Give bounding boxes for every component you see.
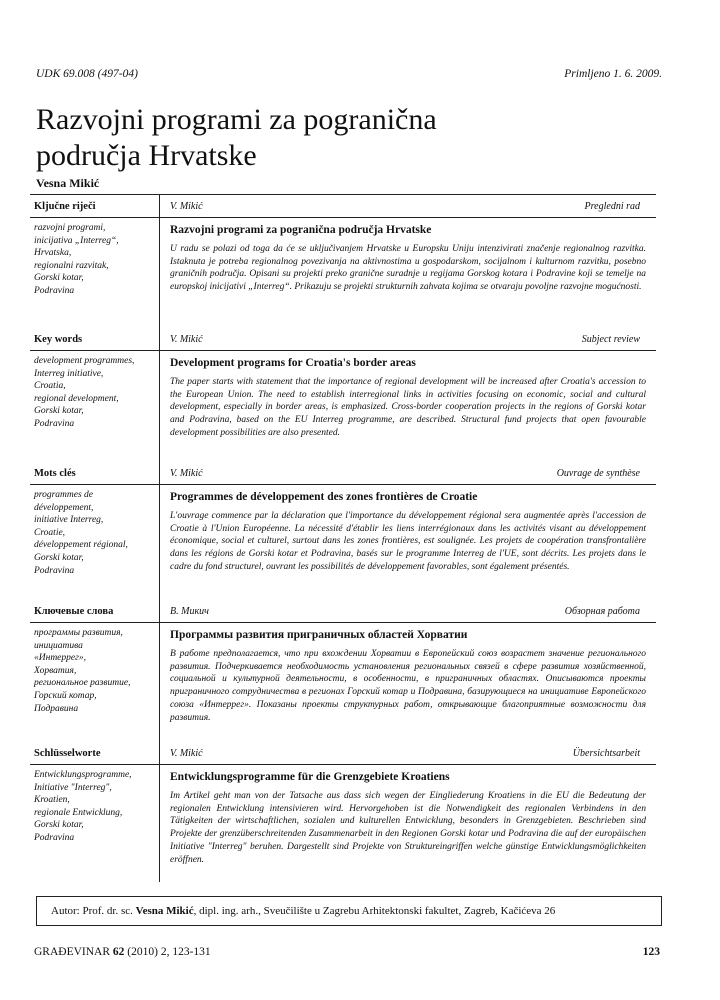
keyword: Croatie,: [34, 527, 66, 538]
section-german: [30, 742, 656, 882]
abstract-column: [160, 742, 656, 882]
keywords-list: [34, 769, 153, 845]
abstract-text: The paper starts with statement that the importance of regional development will be increased after Croatia's accession to the European Union. The need to establish interregional links in activities focusing on economic, social and cultural development, especially in border areas, is emphasized. Cross-border cooperation projects in the regions of Gorski kotar and Podravina, based on the EU Interreg programme, are described. Structural fund projects that open favourable development possibilities are also presented.: [170, 377, 646, 438]
journal-volume: 62: [112, 946, 125, 958]
keyword: Podravina: [34, 832, 75, 843]
keywords-heading: Ključne riječi: [30, 201, 159, 218]
keyword: инициатива: [34, 640, 83, 651]
keyword: inicijativa „Interreg“,: [34, 235, 119, 246]
keywords-column: [30, 600, 160, 742]
section-russian: [30, 600, 656, 742]
abstract-column: [160, 195, 656, 328]
abstract-meta: [160, 606, 656, 623]
keywords-heading: Schlüsselworte: [30, 748, 159, 765]
keywords-column: [30, 195, 160, 328]
keyword: Gorski kotar,: [34, 820, 84, 831]
abstract-text: В работе предполагается, что при вхождении Хорватии в Европейский союз возрастет значение регионального развития. Подчеркивается необходимость установления региональных связей в сфере развития хозяйственной, социальной и культурной деятельности, в особенности, в приграничных областях. Описываются проекты приграничного сотрудничества в регионах Горский котар и Подравина, базирующиеся на инициативе Европейского союза «Интеррег». Показаны проекты структурных работ, открывающие благоприятные возможности для развития.: [170, 649, 646, 723]
keyword: regionale Entwicklung,: [34, 807, 123, 818]
paper-type: Subject review: [581, 334, 640, 345]
abstract-sections: [30, 194, 656, 882]
header-meta: [36, 68, 662, 80]
received-date: Primljeno 1. 6. 2009.: [564, 68, 662, 80]
keyword: Gorski kotar,: [34, 406, 84, 417]
abstract-column: [160, 328, 656, 462]
paper-type: Ouvrage de synthèse: [556, 468, 640, 479]
keyword: Горский котар,: [34, 690, 97, 701]
keyword: Podravina: [34, 418, 75, 429]
author-name: Vesna Mikić: [36, 176, 100, 190]
keyword: développement,: [34, 502, 94, 513]
abstract-meta: [160, 468, 656, 485]
abstract-meta: [160, 334, 656, 351]
page-title: [36, 102, 556, 174]
keyword: Croatia,: [34, 381, 66, 392]
page-footer: [34, 946, 660, 958]
author-affiliation: , dipl. ing. arh., Sveučilište u Zagrebu Arhitektonski fakultet, Zagreb, Kačićeva 26: [193, 905, 556, 917]
abstract-column: [160, 600, 656, 742]
paper-type: Обзорная работа: [564, 606, 640, 617]
paper-type: Pregledni rad: [584, 201, 640, 212]
abstract-author: V. Mikić: [170, 201, 203, 212]
keywords-heading: Mots clés: [30, 468, 159, 485]
keyword: Gorski kotar,: [34, 273, 84, 284]
abstract-author: V. Mikić: [170, 468, 203, 479]
abstract-title: Programmes de développement des zones frontières de Croatie: [170, 491, 478, 503]
author-prefix: Autor: Prof. dr. sc.: [51, 905, 133, 917]
keyword: development programmes,: [34, 356, 135, 366]
keyword: Initiative "Interreg",: [34, 782, 112, 793]
abstract-text: Im Artikel geht man von der Tatsache aus dass sich wegen der Eingliederung Kroatiens in die EU die Bedeutung der regionalen Entwicklung intensivieren wird. Hervorgehoben ist die Notwendigkeit des regionalen Verbindens in den Tätigkeiten der wirtschaftlichen, sozialen und kulturellen Entwicklung, besonders in Grenzgebieten. Beschrieben sind Projekte der grenzüberschreitenden Zusammenarbeit in den Regionen Gorski kotar und Podravina die auf der europäischen Initiative "Interreg" beruhen. Dargestellt sind Projekte von Struktureingriffen welche günstige Entwicklungsmöglichkeiten eröffnen.: [170, 791, 646, 865]
keyword: Podravina: [34, 285, 75, 296]
udk-code: UDK 69.008 (497-04): [36, 68, 138, 80]
keyword: Хорватия,: [34, 665, 77, 676]
keywords-column: [30, 328, 160, 462]
abstract-column: [160, 462, 656, 600]
journal-issue: (2010) 2, 123-131: [127, 946, 211, 958]
keywords-column: [30, 742, 160, 882]
keywords-heading: Key words: [30, 334, 159, 351]
section-english: [30, 328, 656, 462]
keywords-list: [34, 489, 153, 577]
abstract-text: U radu se polazi od toga da će se uključivanjem Hrvatske u Europsku Uniju intenzivirati značenje regionalnog razvitka. Istaknuta je potreba regionalnog povezivanja na aktivnostima u gospodarskom, socijalnom i kulturnom razvitku, posebno graničnih područja. Opisani su projekti preko granične suradnje u regijama Gorskog kotara i Podravine koji se temelje na europskoj inicijativi „Interreg“. Prikazuju se projekti strukturnih zahvata kojima se otvaraju povoljne razvojne mogućnosti.: [170, 244, 646, 293]
keyword: Interreg initiative,: [34, 368, 104, 379]
keywords-list: [34, 355, 153, 431]
paper-type: Übersichtsarbeit: [572, 748, 640, 759]
abstract-text: L'ouvrage commence par la déclaration que l'importance du développement régional sera augmentée après l'accession de Croatie à l'Union Européenne. La nécessité d'établir les liens interrégionaux dans les activités visant au développement économique, social et culturel, surtout dans les zones frontières, est soulignée. Les projets de coopération transfrontalière dans les régions de Gorski kotar et Podravina, basés sur le programme Interreg de l'UE, sont décrits. Les projets dans le cadre du fond structurel, ouvrant les possibilités de développement favorables, sont également présentés.: [170, 511, 646, 572]
keyword: региональное развитие,: [34, 678, 131, 689]
keyword: initiative Interreg,: [34, 515, 104, 526]
keyword: программы развития,: [34, 628, 123, 638]
keyword: «Интеррег»,: [34, 653, 86, 664]
abstract-author: V. Mikić: [170, 748, 203, 759]
keyword: regional development,: [34, 393, 119, 404]
title-line-1: Razvojni programi za pogranična: [36, 103, 437, 136]
keyword: Hrvatska,: [34, 248, 72, 259]
abstract-author: В. Микич: [170, 606, 209, 617]
title-line-2: područja Hrvatske: [36, 139, 257, 172]
author-affiliation-box: [36, 896, 662, 926]
keyword: razvojni programi,: [34, 223, 106, 233]
page-number: 123: [642, 946, 660, 958]
keywords-list: [34, 627, 153, 715]
abstract-meta: [160, 748, 656, 765]
abstract-author: V. Mikić: [170, 334, 203, 345]
keyword: regionalni razvitak,: [34, 260, 109, 271]
keyword: Подравина: [34, 703, 79, 714]
keyword: Kroatien,: [34, 795, 70, 806]
abstract-title: Entwicklungsprogramme für die Grenzgebiete Kroatiens: [170, 771, 450, 783]
journal-citation: [34, 946, 211, 958]
keyword: développement régional,: [34, 540, 128, 551]
keyword: programmes de: [34, 490, 94, 500]
keywords-list: [34, 222, 153, 298]
keyword: Podravina: [34, 565, 75, 576]
keywords-heading: Ключевые слова: [30, 606, 159, 623]
journal-name: GRAĐEVINAR: [34, 946, 111, 958]
abstract-meta: [160, 201, 656, 218]
abstract-title: Программы развития приграничных областей Хорватии: [170, 629, 468, 641]
section-croatian: [30, 195, 656, 328]
keyword: Entwicklungsprogramme,: [34, 770, 132, 780]
abstract-title: Razvojni programi za pogranična područja Hrvatske: [170, 224, 432, 236]
author-box-name: Vesna Mikić: [135, 905, 194, 917]
abstract-title: Development programs for Croatia's border areas: [170, 357, 416, 369]
keyword: Gorski kotar,: [34, 552, 84, 563]
section-french: [30, 462, 656, 600]
keywords-column: [30, 462, 160, 600]
